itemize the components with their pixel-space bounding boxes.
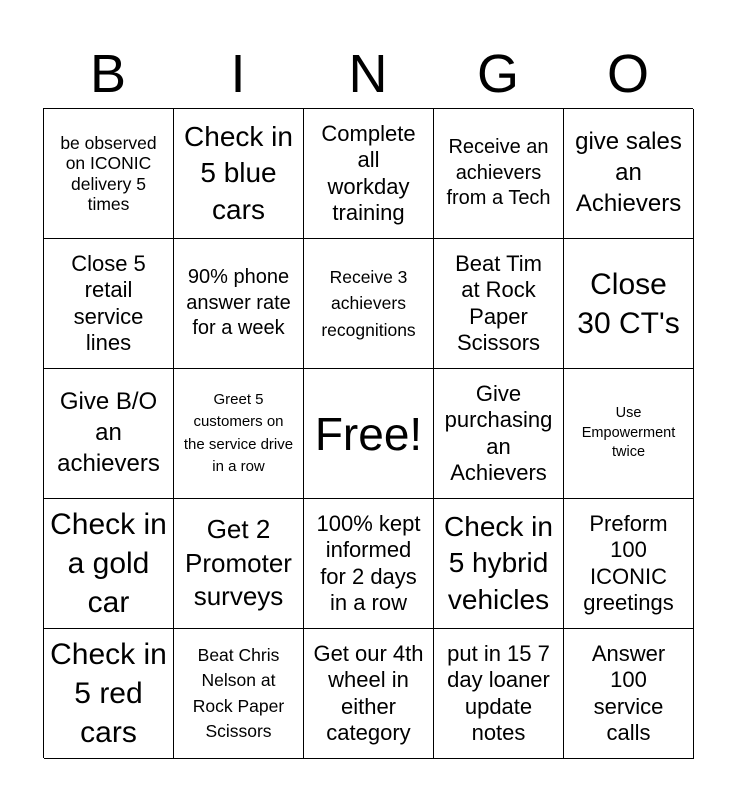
bingo-cell-r4c5[interactable] bbox=[564, 499, 694, 629]
bingo-cell-r2c3[interactable] bbox=[304, 239, 434, 369]
bingo-cell-r4c2[interactable] bbox=[174, 499, 304, 629]
bingo-cell-r2c5[interactable] bbox=[564, 239, 694, 369]
header-letter-i: I bbox=[230, 44, 246, 104]
bingo-header bbox=[43, 40, 693, 108]
bingo-card-grid bbox=[43, 108, 693, 758]
bingo-cell-r1c3[interactable] bbox=[304, 109, 434, 239]
cell-text: Check in 5 red cars bbox=[50, 638, 167, 749]
cell-text: Answer 100 service calls bbox=[591, 640, 666, 745]
bingo-cell-r4c1[interactable] bbox=[44, 499, 174, 629]
cell-text: Give purchasing an Achievers bbox=[444, 380, 553, 485]
bingo-cell-r1c1[interactable] bbox=[44, 109, 174, 239]
bingo-cell-r1c5[interactable] bbox=[564, 109, 694, 239]
cell-text: Receive 3 achievers recognitions bbox=[321, 267, 416, 340]
cell-text: Beat Tim at Rock Paper Scissors bbox=[455, 250, 542, 355]
bingo-cell-r5c4[interactable] bbox=[434, 629, 564, 759]
cell-text: Use Empowerment twice bbox=[581, 405, 676, 461]
bingo-cell-r2c2[interactable] bbox=[174, 239, 304, 369]
header-letter-n: N bbox=[348, 44, 388, 104]
cell-text: Greet 5 customers on the service drive in a row bbox=[183, 390, 294, 475]
cell-text: Check in a gold car bbox=[50, 508, 167, 619]
header-letter-o: O bbox=[606, 44, 649, 104]
bingo-cell-r2c1[interactable] bbox=[44, 239, 174, 369]
bingo-cell-r1c2[interactable] bbox=[174, 109, 304, 239]
bingo-cell-r3c5[interactable] bbox=[564, 369, 694, 499]
bingo-cell-r5c3[interactable] bbox=[304, 629, 434, 759]
bingo-cell-free[interactable] bbox=[304, 369, 434, 499]
bingo-cell-r3c2[interactable] bbox=[174, 369, 304, 499]
cell-text: give sales an Achievers bbox=[575, 128, 682, 217]
cell-text: Preform 100 ICONIC greetings bbox=[583, 510, 674, 615]
free-space-text: Free! bbox=[314, 407, 423, 460]
bingo-cell-r5c1[interactable] bbox=[44, 629, 174, 759]
cell-text: Receive an achievers from a Tech bbox=[446, 136, 551, 210]
header-letter-b: B bbox=[89, 44, 127, 104]
cell-text: Check in 5 hybrid vehicles bbox=[444, 510, 553, 615]
cell-text: Close 5 retail service lines bbox=[71, 250, 146, 355]
cell-text: Get our 4th wheel in either category bbox=[313, 640, 424, 745]
bingo-cell-r5c5[interactable] bbox=[564, 629, 694, 759]
bingo-cell-r3c4[interactable] bbox=[434, 369, 564, 499]
cell-text: Complete all workday training bbox=[321, 120, 416, 225]
bingo-cell-r4c4[interactable] bbox=[434, 499, 564, 629]
bingo-cell-r2c4[interactable] bbox=[434, 239, 564, 369]
bingo-cell-r1c4[interactable] bbox=[434, 109, 564, 239]
cell-text: Get 2 Promoter surveys bbox=[185, 513, 292, 612]
bingo-cell-r5c2[interactable] bbox=[174, 629, 304, 759]
cell-text: Check in 5 blue cars bbox=[184, 120, 293, 225]
cell-text: 100% kept informed for 2 days in a row bbox=[316, 510, 421, 615]
bingo-cell-r3c1[interactable] bbox=[44, 369, 174, 499]
bingo-cell-r4c3[interactable] bbox=[304, 499, 434, 629]
cell-text: Give B/O an achievers bbox=[57, 388, 160, 477]
cell-text: put in 15 7 day loaner update notes bbox=[447, 640, 550, 745]
cell-text: Beat Chris Nelson at Rock Paper Scissors bbox=[192, 644, 285, 741]
cell-text: 90% phone answer rate for a week bbox=[186, 266, 291, 340]
cell-text: be observed on ICONIC delivery 5 times bbox=[60, 133, 157, 214]
cell-text: Close 30 CT's bbox=[577, 267, 680, 340]
header-letter-g: G bbox=[476, 44, 519, 104]
